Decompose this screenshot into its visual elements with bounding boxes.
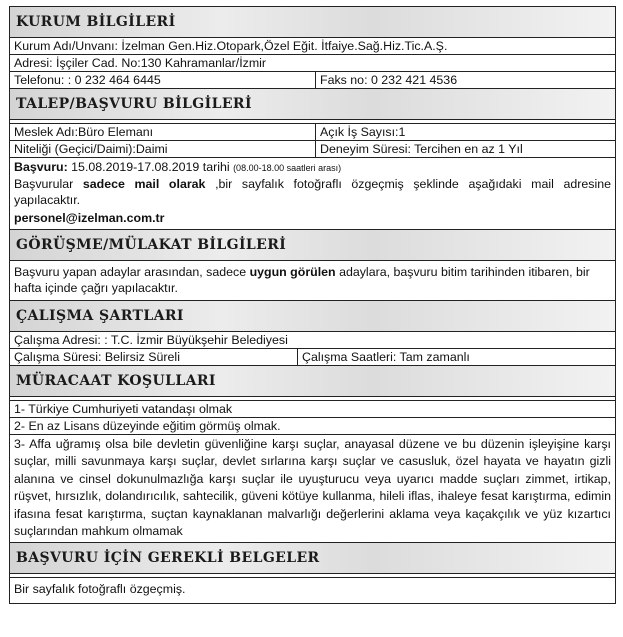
kosul-row-1	[10, 401, 615, 418]
kosul-item-3: 3- Affa uğramış olsa bile devletin güvenliğine karşı suçlar, anayasal düzene ve bu düzenin işleyişine karşı suçlar, milli savunmaya karşı suçlar, devlet sırlarına karşı suçlar ve casusluk, özel hayata ve hayatın gizli alanına ve cinsel dokunulmazlığa karşı suçlar ile uyuşturucu veya uyarıcı madde suçları zimmet, irtikap, rüşvet, hırsızlık, dolandırıcılık, sahtecilik, güveni kötüye kullanma, hileli iflas, ihaleye fesat karıştırma, edimin ifasına fesat karıştırma, suçtan kaynaklanan malvarlığı değerlerini aklama veya kaçakçılık ve yüz kızartıcı suçlarından mahkum olmamak	[10, 435, 615, 543]
basvuru-line	[14, 159, 611, 176]
calisma-adresi: Çalışma Adresi: : T.C. İzmir Büyükşehir Belediyesi	[14, 333, 288, 347]
basvuru-aciklama	[14, 176, 611, 208]
kurum-adres-row	[10, 55, 615, 72]
kurum-adres: Adresi: İşçiler Cad. No:130 Kahramanlar/İzmir	[14, 56, 267, 70]
section-header-belgeler: BAŞVURU İÇİN GEREKLİ BELGELER	[10, 543, 615, 574]
basvuru-block	[10, 158, 615, 230]
section-header-kurum: KURUM BİLGİLERİ	[10, 7, 615, 38]
gorusme-text-2: adaylara, başvuru bitim tarihinden itibaren, bir hafta içinde çağrı yapılacaktır.	[14, 265, 590, 295]
basvuru-text-2: ,bir sayfalık fotoğraflı özgeçmiş şeklinde aşağıdaki mail adresine yapılacaktır.	[14, 177, 611, 207]
job-posting-document	[9, 6, 616, 604]
kosul-row-2	[10, 418, 615, 435]
gorusme-text	[10, 261, 615, 301]
deneyim-suresi: Deneyim Süresi: Tercihen en az 1 Yıl	[315, 141, 615, 157]
basvuru-text-1: Başvurular	[14, 177, 83, 191]
basvuru-saat: (08.00-18.00 saatleri arası)	[233, 163, 342, 173]
calisma-suresi: Çalışma Süresi: Belirsiz Süreli	[14, 350, 180, 364]
nitelik-row	[10, 141, 615, 158]
calisma-saatleri: Çalışma Saatleri: Tam zamanlı	[297, 349, 615, 365]
meslek-adi: Meslek Adı:Büro Elemanı	[14, 125, 154, 139]
meslek-row	[10, 124, 615, 141]
kurum-iletisim-row	[10, 72, 615, 89]
kurum-adi-row	[10, 38, 615, 55]
basvuru-mail: personel@izelman.com.tr	[14, 211, 165, 225]
basvuru-tarih: 15.08.2019-17.08.2019 tarihi	[67, 160, 234, 174]
section-header-talep: TALEP/BAŞVURU BİLGİLERİ	[10, 89, 615, 120]
gorusme-bold: uygun görülen	[249, 265, 336, 279]
gorusme-text-1: Başvuru yapan adaylar arasından, sadece	[14, 265, 250, 279]
section-header-calisma: ÇALIŞMA ŞARTLARI	[10, 301, 615, 332]
kosul-item: 1- Türkiye Cumhuriyeti vatandaşı olmak	[14, 402, 233, 416]
basvuru-label: Başvuru:	[14, 160, 68, 174]
section-header-gorusme: GÖRÜŞME/MÜLAKAT BİLGİLERİ	[10, 230, 615, 261]
kurum-telefon: Telefonu: : 0 232 464 6445	[14, 73, 161, 87]
niteligi: Niteliği (Geçici/Daimi):Daimi	[14, 142, 168, 156]
kurum-faks: Faks no: 0 232 421 4536	[315, 72, 615, 88]
kurum-adi: Kurum Adı/Unvanı: İzelman Gen.Hiz.Otopark,Özel Eğit. İtfaiye.Sağ.Hiz.Tic.A.Ş.	[14, 39, 448, 53]
belgeler-text: Bir sayfalık fotoğraflı özgeçmiş.	[10, 578, 615, 604]
calisma-sure-row	[10, 349, 615, 366]
kosul-item: 2- En az Lisans düzeyinde eğitim görmüş olmak.	[14, 419, 281, 433]
section-header-muracaat: MÜRACAAT KOŞULLARI	[10, 366, 615, 397]
calisma-adres-row	[10, 332, 615, 349]
acik-is-sayisi: Açık İş Sayısı:1	[315, 124, 615, 140]
basvuru-bold: sadece mail olarak	[82, 177, 206, 191]
